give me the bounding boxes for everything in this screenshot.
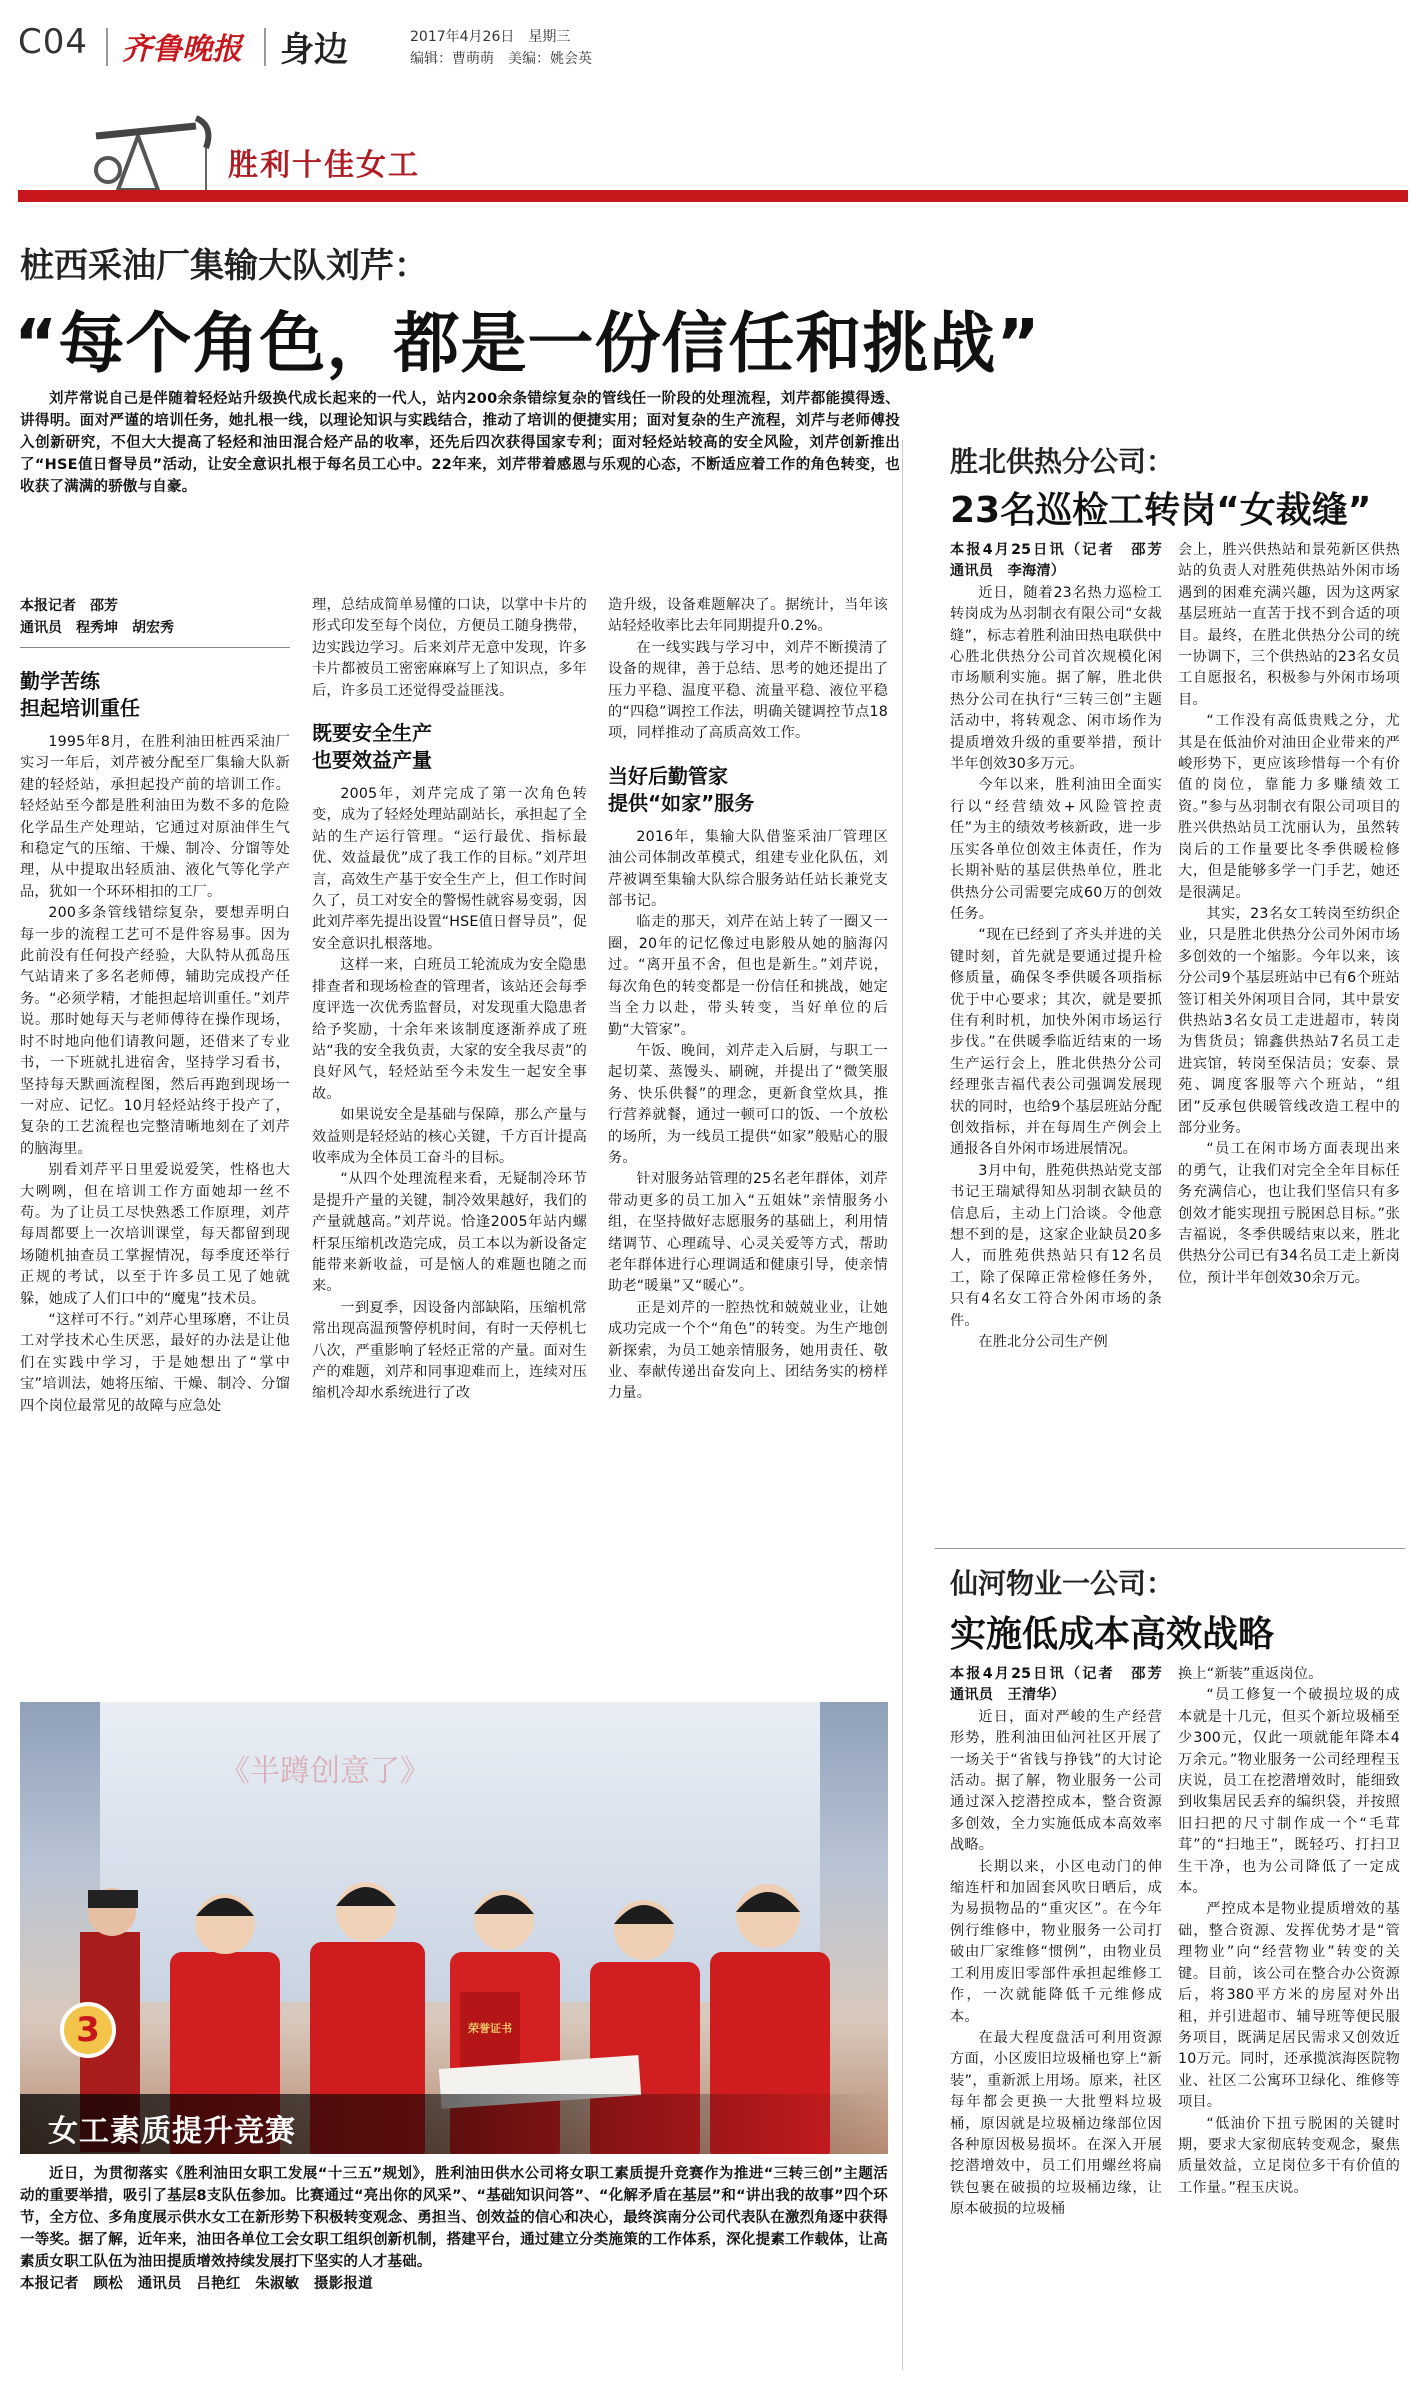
main-headline: “每个角色，都是一份信任和挑战”	[14, 305, 1041, 382]
page-number: C04	[18, 22, 89, 62]
right-top-title-2: 23名巡检工转岗“女裁缝”	[950, 490, 1372, 531]
right-divider	[902, 440, 903, 2370]
body-paragraph: 理，总结成简单易懂的口诀，以掌中卡片的形式印发至每个岗位，方便员工随身携带，边实践边学习。后来刘芹无意中发现，许多卡片都被员工密密麻麻写上了知识点，多年后，许多员工还觉得受益匪浅。	[312, 597, 587, 699]
right-top-col-b	[1178, 540, 1400, 1289]
body-paragraph: 一到夏季，因设备内部缺陷，压缩机常常出现高温预警停机时间，有时一天停机七八次，严重影响了轻烃正常的产量。面对生产的难题，刘芹和同事迎难而上，连续对压缩机冷却水系统进行了改	[312, 1299, 587, 1402]
right-top-col-a	[950, 540, 1177, 1353]
body-paragraph: 1995年8月，在胜利油田桩西采油厂实习一年后，刘芹被分配至厂集输大队新建的轻烃站，承担起投产前的培训工作。轻烃站至今都是胜利油田为数不多的危险化学品生产处理站，它通过对原油伴生气和稳定气的压缩、干燥、制冷、分馏等处理，从中提取出轻质油、液化气等化学产品，犹如一个环环相扣的工厂。	[20, 734, 290, 900]
body-paragraph: 近日，随着23名热力巡检工转岗成为丛羽制衣有限公司“女裁缝”，标志着胜利油田热电联供中心胜北供热分公司首次规模化闲市场顺利实施。据了解，胜北供热分公司在执行“三转三创”主题活动中，将转观念、闲市场作为提质增效升级的重要举措，预计半年创效30多万元。	[950, 584, 1162, 773]
right-bottom-title-2: 实施低成本高效战略	[950, 1614, 1275, 1655]
byline-rule	[20, 647, 290, 648]
main-col-3	[608, 595, 888, 1405]
right-section-rule	[935, 1548, 1405, 1549]
right-bottom-col-b	[1178, 1664, 1400, 2199]
body-paragraph: 临走的那天，刘芹在站上转了一圈又一圈，20年的记忆像过电影般从她的脑海闪过。“离开虽不舍，但也是新生。”刘芹说，每次角色的转变都是一份信任和挑战，她定当全力以赴，带头转变，当好单位的后勤“大管家”。	[608, 914, 888, 1038]
main-lead	[20, 388, 900, 498]
body-paragraph: “这样可不行。”刘芹心里琢磨，不让员工对学技术心生厌恶，最好的办法是让他们在实践中学习，于是她想出了“掌中宝”培训法，她将压缩、干燥、制冷、分馏四个岗位最常见的故障与应急处	[20, 1311, 290, 1414]
byline-reporter: 本报记者 邵芳	[20, 598, 118, 614]
body-paragraph: 严控成本是物业提质增效的基础，整合资源、发挥优势才是“管理物业”向“经营物业”转变的关键。目前，该公司在整合办公资源后，将380平方米的房屋对外出租，并引进超市、辅导班等便民服务项目，既满足居民需求又创效近10万元。同时，还承揽滨海医院物业、社区二公寓环卫绿化、维修等项目。	[1178, 1901, 1400, 2111]
body-paragraph: 长期以来，小区电动门的伸缩连杆和加固套风吹日晒后，成为易损物品的“重灾区”。在今年例行维修中，物业服务一公司打破由厂家维修“惯例”，由物业员工利用废旧零部件承担起维修工作，一次就能降低千元维修成本。	[950, 1858, 1162, 2025]
body-paragraph: “低油价下扭亏脱困的关键时期，要求大家彻底转变观念，聚焦质量效益，立足岗位多干有价值的工作量。”程玉庆说。	[1178, 2115, 1400, 2196]
body-paragraph: 2005年，刘芹完成了第一次角色转变，成为了轻烃处理站副站长，承担起了全站的生产运行管理。“运行最优、指标最优、效益最优”成了我工作的目标。”刘芹坦言，高效生产基于安全生产上，但工作时间久了，员工对安全的警惕性就容易变弱，因此刘芹率先提出设置“HSE值日督导员”，促安全意识扎根落地。	[312, 786, 587, 952]
body-paragraph: 在最大程度盘活可利用资源方面，小区废旧垃圾桶也穿上“新装”，重新派上用场。原来，社区每年都会更换一大批塑料垃圾桶，原因就是垃圾桶边缘部位因各种原因极易损坏。在深入开展挖潜增效中，员工们用螺丝将扁铁包裹在破损的垃圾桶边缘，让原本破损的垃圾桶	[950, 2029, 1162, 2218]
body-paragraph: “员工修复一个破损垃圾的成本就是十几元，但买个新垃圾桶至少300元，仅此一项就能年降本4万余元。”物业服务一公司经理程玉庆说，员工在挖潜增效时，能细致到收集居民丢弃的编织袋，并按照旧扫把的尺寸制作成一个“毛茸茸”的“扫地王”，既轻巧、打扫卫生干净，也为公司降低了一定成本。	[1178, 1687, 1400, 1897]
number-badge: 3	[60, 2002, 116, 2058]
lead-paragraph: 刘芹常说自己是伴随着轻烃站升级换代成长起来的一代人，站内200余条错综复杂的管线任一阶段的处理流程，刘芹都能摸得透、讲得明。面对严谨的培训任务，她扎根一线，以理论知识与实践结合，推动了培训的便捷实用；面对复杂的生产流程，刘芹与老师傅投入创新研究，不但大大提高了轻烃和油田混合烃产品的收率，还先后四次获得国家专利；面对轻烃站较高的安全风险，刘芹创新推出了“HSE值日督导员”活动，让安全意识扎根于每名员工心中。22年来，刘芹带着感恩与乐观的心态，不断适应着工作的角色转变，也收获了满满的骄傲与自豪。	[20, 391, 900, 495]
photo-credit: 本报记者 顾松 通讯员 吕艳红 朱淑敏 摄影报道	[20, 2276, 373, 2292]
subhead-1: 勤学苦练 担起培训重任	[20, 669, 140, 720]
body-paragraph: 午饭、晚间，刘芹走入后厨，与职工一起切菜、蒸馒头、刷碗，并提出了“微笑服务、快乐供餐”的理念，更新食堂炊具，推行营养就餐，通过一顿可口的饭、一个放松的场所，为一线员工提供“如家”般贴心的服务。	[608, 1042, 888, 1166]
dateline: 本报4月25日讯（记者 邵芳 通讯员 王清华）	[950, 1666, 1177, 1704]
body-paragraph: “从四个处理流程来看，无疑制冷环节是提升产量的关键，制冷效果越好，我们的产量就越高。”刘芹说。恰逢2005年站内螺杆泵压缩机改造完成，员工本以为新设备定能带来新收益，可是恼人的难题也随之而来。	[312, 1171, 587, 1295]
body-paragraph: 如果说安全是基础与保障，那么产量与效益则是轻烃站的核心关键，千方百计提高收率成为全体员工奋斗的目标。	[312, 1107, 587, 1166]
photo-title-band	[20, 2094, 888, 2154]
body-paragraph: 造升级，设备难题解决了。据统计，当年该站轻烃收率比去年同期提升0.2%。	[608, 597, 888, 635]
body-paragraph: 会上，胜兴供热站和景苑新区供热站的负责人对胜苑供热站外闲市场遇到的困难充满兴趣，因为这两家基层班站一直苦于找不到合适的项目。最终，在胜北供热分公司的统一协调下，三个供热站的23名女员工自愿报名，积极参与外闲市场项目。	[1178, 542, 1400, 708]
backdrop-poster-text: 《半蹲创意了》	[220, 1754, 430, 1789]
subhead-3: 当好后勤管家 提供“如家”服务	[608, 763, 755, 815]
photo-caption	[20, 2163, 888, 2295]
column-name: 胜利十佳女工	[228, 148, 420, 183]
certificate-text: 荣誉证书	[468, 2022, 512, 2035]
body-paragraph: 这样一来，白班员工轮流成为安全隐患排查者和现场检查的管理者，该站还会每季度评选一次优秀监督员，对发现重大隐患者给予奖励，十余年来该制度逐渐养成了班站“我的安全我负责，大家的安全我尽责”的良好风气，轻烃站至今未发生一起安全事故。	[312, 957, 587, 1102]
masthead	[18, 18, 1408, 78]
news-photo	[20, 1702, 888, 2154]
body-paragraph: 2016年，集输大队借鉴采油厂管理区油公司体制改革模式，组建专业化队伍，刘芹被调至集输大队综合服务站任站长兼党支部书记。	[608, 828, 888, 910]
newspaper-logo: 齐鲁晚报	[122, 32, 242, 67]
right-top-title-1: 胜北供热分公司：	[950, 445, 1175, 478]
women-workers-illustration	[20, 1702, 888, 2154]
issue-date: 2017年4月26日 星期三	[410, 29, 571, 45]
banner-rule	[18, 190, 1408, 202]
dateline: 本报4月25日讯（记者 邵芳 通讯员 李海清）	[950, 542, 1177, 580]
caption-text: 近日，为贯彻落实《胜利油田女职工发展“十三五”规划》，胜利油田供水公司将女职工素质提升竞赛作为推进“三转三创”主题活动的重要举措，吸引了基层8支队伍参加。比赛通过“亮出你的风采”、“基础知识问答”、“化解矛盾在基层”和“讲出我的故事”四个环节，全方位、多角度展示供水女工在新形势下积极转变观念、勇担当、创效益的信心和决心，最终滨南分公司代表队在激烈角逐中获得一等奖。据了解，近年来，油田各单位工会女职工组织创新机制，搭建平台，通过建立分类施策的工作体系，深化提素工作载体，让高素质女职工队伍为油田提质增效持续发展打下坚实的人才基础。	[20, 2166, 888, 2270]
body-paragraph: 换上“新装”重返岗位。	[1178, 1666, 1323, 1682]
masthead-divider-2	[264, 28, 266, 66]
masthead-divider	[106, 28, 108, 66]
body-paragraph: 在一线实践与学习中，刘芹不断摸清了设备的规律，善于总结、思考的她还提出了压力平稳、温度平稳、流量平稳、液位平稳的“四稳”调控工作法，明确关键调控节点18项，同样推动了高质高效工作。	[608, 639, 888, 742]
body-paragraph: 3月中旬，胜苑供热站党支部书记王瑞斌得知丛羽制衣缺员的信息后，主动上门洽谈。令他意想不到的是，这家企业缺员20多人，而胜苑供热站只有12名员工，除了保障正常检修任务外，只有4名女工符合外闲市场的条件。	[950, 1162, 1162, 1329]
subhead-2: 既要安全生产 也要效益产量	[312, 721, 432, 773]
body-paragraph: “工作没有高低贵贱之分，尤其是在低油价对油田企业带来的严峻形势下，更应该珍惜每一个有价值的岗位，靠能力多赚绩效工资。”参与丛羽制衣有限公司项目的胜兴供热站员工沈丽认为，虽然转岗后的工作量要比冬季供暖检修大，但是能够多学一门手艺，她还是很满足。	[1178, 713, 1400, 901]
body-paragraph: 近日，面对严峻的生产经营形势，胜利油田仙河社区开展了一场关于“省钱与挣钱”的大讨论活动。据了解，物业服务一公司通过深入挖潜控成本，整合资源多创效，全力实施低成本高效率战略。	[950, 1708, 1162, 1854]
section-name: 身边	[280, 30, 348, 70]
body-paragraph: “现在已经到了齐头并进的关键时刻，首先就是要通过提升检修质量，确保冬季供暖各项指标优于中心要求；其次，就是要抓住有利时机，加快外闲市场运行步伐。”在供暖季临近结束的一场生产运行会上，胜北供热分公司经理张吉福代表公司强调发展现状的同时，也给9个基层班站分配创效指标，并在每周生产例会上通报各自外闲市场进展情况。	[950, 927, 1162, 1158]
certificate	[460, 1992, 520, 2072]
body-paragraph: 正是刘芹的一腔热忱和兢兢业业，让她成功完成一个个“角色”的转变。为生产地创新探索，为员工她亲情服务，她用责任、敬业、奉献传递出奋发向上、团结务实的榜样力量。	[608, 1299, 888, 1402]
main-col-2	[312, 595, 587, 1405]
body-paragraph: “员工在闲市场方面表现出来的勇气，让我们对完全全年目标任务充满信心，也让我们坚信只有多创效才能实现扭亏脱困总目标。”张吉福说，冬季供暖结束以来，胜北供热分公司已有34名员工走上新岗位，预计半年创效30余万元。	[1178, 1141, 1400, 1286]
byline-correspondents: 通讯员 程秀坤 胡宏秀	[20, 620, 174, 636]
body-paragraph: 针对服务站管理的25名老年群体，刘芹带动更多的员工加入“五姐妹”亲情服务小组，在坚持做好志愿服务的基础上，利用情绪调节、心理疏导、心灵关爱等方式，帮助老年群体进行心理调适和健康引导，使亲情助老“暖巢”又“暖心”。	[608, 1171, 888, 1295]
oil-pump-icon	[78, 114, 228, 194]
main-col-1	[20, 595, 290, 1417]
body-paragraph: 其实，23名女工转岗至纺织企业，只是胜北供热分公司外闲市场多创效的一个缩影。今年以来，该分公司9个基层班站中已有6个班站签订相关外闲项目合同，其中景安供热站3名女员工走进超市，转岗为售货员；锦鑫供热站7名员工走进宾馆，转岗至保洁员；安泰、景苑、调度客服等六个班站，“组团”反承包供暖管线改造工程中的部分业务。	[1178, 905, 1400, 1136]
body-paragraph: 今年以来，胜利油田全面实行以“经营绩效+风险管控责任”为主的绩效考核新政，进一步压实各单位创效主体责任，作为长期补贴的基层供热单位，胜北供热分公司需要完成60万的创效任务。	[950, 777, 1162, 922]
right-bottom-title-1: 仙河物业一公司：	[950, 1567, 1175, 1600]
photo-title: 女工素质提升竞赛	[48, 2114, 296, 2149]
right-bottom-col-a	[950, 1664, 1177, 2221]
body-paragraph: 别看刘芹平日里爱说爱笑，性格也大大咧咧，但在培训工作方面她却一丝不苟。为了让员工尽快熟悉工作原理，刘芹每周都要上一次培训课堂，每天都留到现场随机抽查员工掌握情况，每季度还举行正规的考试，以至于许多员工见了她就躲，她成了人们口中的“魔鬼”技术员。	[20, 1162, 290, 1307]
body-paragraph: 200多条管线错综复杂，要想弄明白每一步的流程工艺可不是件容易事。因为此前没有任何投产经验，大队特从孤岛压气站请来了多名老师傅，辅助完成投产任务。“必须学精，才能担起培训重任。”刘芹说。那时她每天与老师傅待在操作现场，时不时地向他们请教问题，还借来了专业书，一下班就扎进宿舍，坚持学习看书，坚持每天默画流程图，然后再跑到现场一一对应、记忆。10月轻烃站终于投产了，复杂的工艺流程也完整清晰地刻在了刘芹的脑海里。	[20, 905, 290, 1157]
body-paragraph: 在胜北分公司生产例	[978, 1334, 1108, 1351]
editors: 编辑：曹萌萌 美编：姚会英	[410, 51, 592, 67]
main-kicker: 桩西采油厂集输大队刘芹：	[20, 246, 428, 286]
column-banner	[18, 110, 1408, 206]
